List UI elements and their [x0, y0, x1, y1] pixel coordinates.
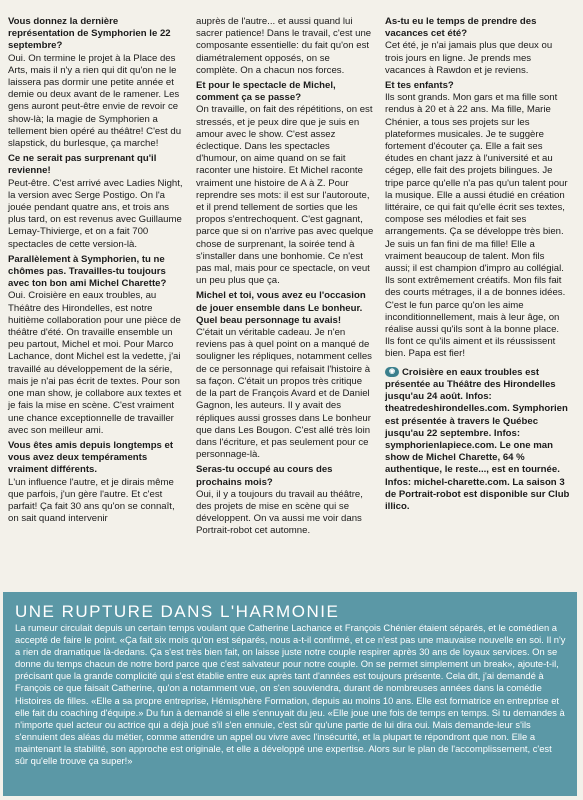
answer: Oui. Croisière en eaux troubles, au Théâtre des Hirondelles, est notre huitième collaboration pour une pièce de théâtre d'été. On travaille ensemble un peu partout, Michel et moi. Pour Marco Lachance, dont Michel est la vedette, j'ai travaillé au développement de la série, mais je n'ai pas écrit de textes. Pour son one man show, je collabore aux textes et je fais la mise en scène. C'est vraiment une chance exceptionnelle de travailler avec son meilleur ami. — [8, 290, 182, 436]
question: As-tu eu le temps de prendre des vacances cet été? — [385, 16, 537, 40]
answer: L'un influence l'autre, et je dirais même que parfois, j'un gère l'autre. Et c'est parfait! Ça fait 30 ans qu'on se connaît, on sait quand intervenir — [8, 476, 175, 525]
question: Et pour le spectacle de Michel, comment ça se passe? — [196, 80, 336, 104]
column-1 — [8, 16, 186, 528]
question: Michel et toi, vous avez eu l'occasion de jouer ensemble dans Le bonheur. Quel beau personnage tu avais! — [196, 290, 366, 326]
question: Vous donnez la dernière représentation de Symphorien le 22 septembre? — [8, 16, 171, 52]
question: Et tes enfants? — [385, 80, 454, 92]
question: Vous êtes amis depuis longtemps et vous avez deux tempéraments vraiment différents. — [8, 439, 174, 476]
box-text: La rumeur circulait depuis un certain temps voulant que Catherine Lachance et François Chénier étaient séparés, et le comédien a accepté de faire le point. «Ça fait six mois qu'on est séparés, nous a-t-il confirmé, et ce n'est pas une mauvaise nouvelle en soi. Il n'y a rien de dramatique là-dedans. Ça s'est très bien fait, on laisse juste notre couple respirer après 30 ans de loyaux services. On se donne du temps chacun de notre bord parce que c'est salvateur pour notre couple. On se permet simplement un break», ajoute-t-il, précisant que la grande complicité qui s'est établie entre eux après tant d'années est toujours présente. Cela dit, j'ai demandé à François ce que faisait Catherine, qu'on a notamment vue, on s'en souviendra, durant de nombreuses années dans la comédie Histoires de filles. «Elle a sa propre entreprise, Hémisphère Formation, depuis au moins 10 ans. Elle est formatrice en entreprise et elle fait du coaching d'équipe.» Du fun à demandé si elle s'ennuyait du jeu. «Elle joue une fois de temps en temps. Si tu demandes à n'importe quel acteur ou actrice qui a déjà joué s'il s'en ennuie, c'est sûr qu'une partie de lui dira oui. Mais demande-leur s'ils s'ennuient des aléas du métier, comme attendre un appel ou vivre avec l'insécurité, et la plupart te répondront que non. Elle a maintenant la stabilité, son approche est originale, et elle a développé une expertise. Alors sur le plan de l'accomplissement, c'est sûr qu'elle trouve ça super!» — [15, 622, 566, 767]
question: Ce ne serait pas surprenant qu'il revienne! — [8, 153, 157, 177]
answer: C'était un véritable cadeau. Je n'en reviens pas à quel point on a manqué de souligner les répliques, notamment celles de ce personnage qui refaisait l'histoire à sa façon. C'était un propos très critique de la part de François Avard et de Daniel Gagnon, les auteurs. Il y avait des répliques aussi grosses dans Le bonheur que dans Les Bougon. C'est allé très loin dans l'écriture, et pas seulement pour ce personnage-là. — [196, 327, 372, 461]
answer: Peut-être. C'est arrivé avec Ladies Night, la version avec Serge Postigo. On l'a jouée pendant quatre ans, et trois ans plus tard, on est revenus avec Guillaume Lemay-Thivierge, et on a fait 700 spectacles de cette version-là. — [8, 177, 183, 250]
answer: auprès de l'autre... et aussi quand lui sacrer patience! Dans le travail, c'est une composante essentielle: du fait qu'on est diamétralement opposés, on se complète. On a chacun nos forces. — [196, 16, 372, 76]
question: Parallèlement à Symphorien, tu ne chômes pas. Travailles-tu toujours avec ton bon ami Michel Charette? — [8, 253, 167, 290]
box-title: UNE RUPTURE DANS L'HARMONIE — [15, 602, 340, 621]
info-icon: ◉ — [385, 367, 399, 377]
answer: Cet été, je n'ai jamais plus que deux ou trois jours en ligne. Je prends mes vacances à Rawdon et je reviens. — [385, 40, 553, 76]
answer: On travaille, on fait des répétitions, on est stressés, et je peux dire que je suis en amour avec le show. C'est assez éclectique. Dans les spectacles d'humour, on aime quand on se fait raconter une histoire. Et Michel raconte vraiment une histoire de A à Z. Pour reprendre ses mots: il est sur l'autoroute, et il prend tellement de sorties que les propos s'entrechoquent. C'est gagnant, parce que si on n'arrive pas avec quelque chose de surprenant, la soirée tend à s'installer dans une bonhomie. Ce n'est pas mal, mais pour ce spectacle, on veut un peu plus que ça. — [196, 104, 374, 287]
answer: Oui. On termine le projet à la Place des Arts, mais il n'y a rien qui dit qu'on ne le laissera pas dormir une petite année et demie ou deux avant de le ramener. Les gens auront peut-être envie de revoir ce show-là; la magie de Symphorien a tellement bien opéré au théâtre! C'est du slapstick, du burlesque, ça marche! — [8, 52, 182, 150]
question: Seras-tu occupé au cours des prochains mois? — [196, 464, 333, 488]
column-2 — [196, 16, 374, 541]
sidebar-box — [3, 592, 577, 796]
info-text: Croisière en eaux troubles est présentée au Théâtre des Hirondelles jusqu'au 24 août. Infos: theatredeshirondelles.com. Symphorien est présentée à travers le Québec jusqu'au 22 septembre. Infos: symphorienlapiece.com. Le one man show de Michel Charette, 64 % authentique, le reste..., est en tournée. Infos: michel-charette.com. La saison 3 de Portrait-robot est disponible sur Club illico. — [385, 366, 570, 512]
info-block — [385, 367, 571, 513]
column-3 — [385, 16, 571, 513]
answer: Ils sont grands. Mon gars et ma fille sont rendus à 20 et à 22 ans. Ma fille, Marie Chénier, a tous ses projets sur les plateformes musicales. Je te suggère fortement d'écouter ça. Elle a fait ses études en chant jazz à l'université et au cégep, elle fait des projets bilingues. Je tripe parce qu'elle n'a pas qu'un talent pour la musique. Elle a aussi étudié en création littéraire, ce qui fait qu'elle écrit ses textes, compose ses mélodies et fait ses arrangements. Ça se développe très bien. Je suis un fan fini de ma fille! Elle a vraiment beaucoup de talent. Mon fils aussi; il est champion d'impro au collégial. Ils sont extrêmement créatifs. Mon fils fait des courts métrages, il a de bonnes idées. C'est le fun parce qu'on les aime inconditionnellement, mais à leur âge, on réalise aussi qu'ils sont à la bonne place. Ils font ce qu'ils aiment et ils réussissent bien. Papa est fier! — [385, 92, 568, 360]
answer: Oui, il y a toujours du travail au théâtre, des projets de mise en scène qui se développent. On va aussi me voir dans Portrait-robot cet automne. — [196, 488, 363, 537]
